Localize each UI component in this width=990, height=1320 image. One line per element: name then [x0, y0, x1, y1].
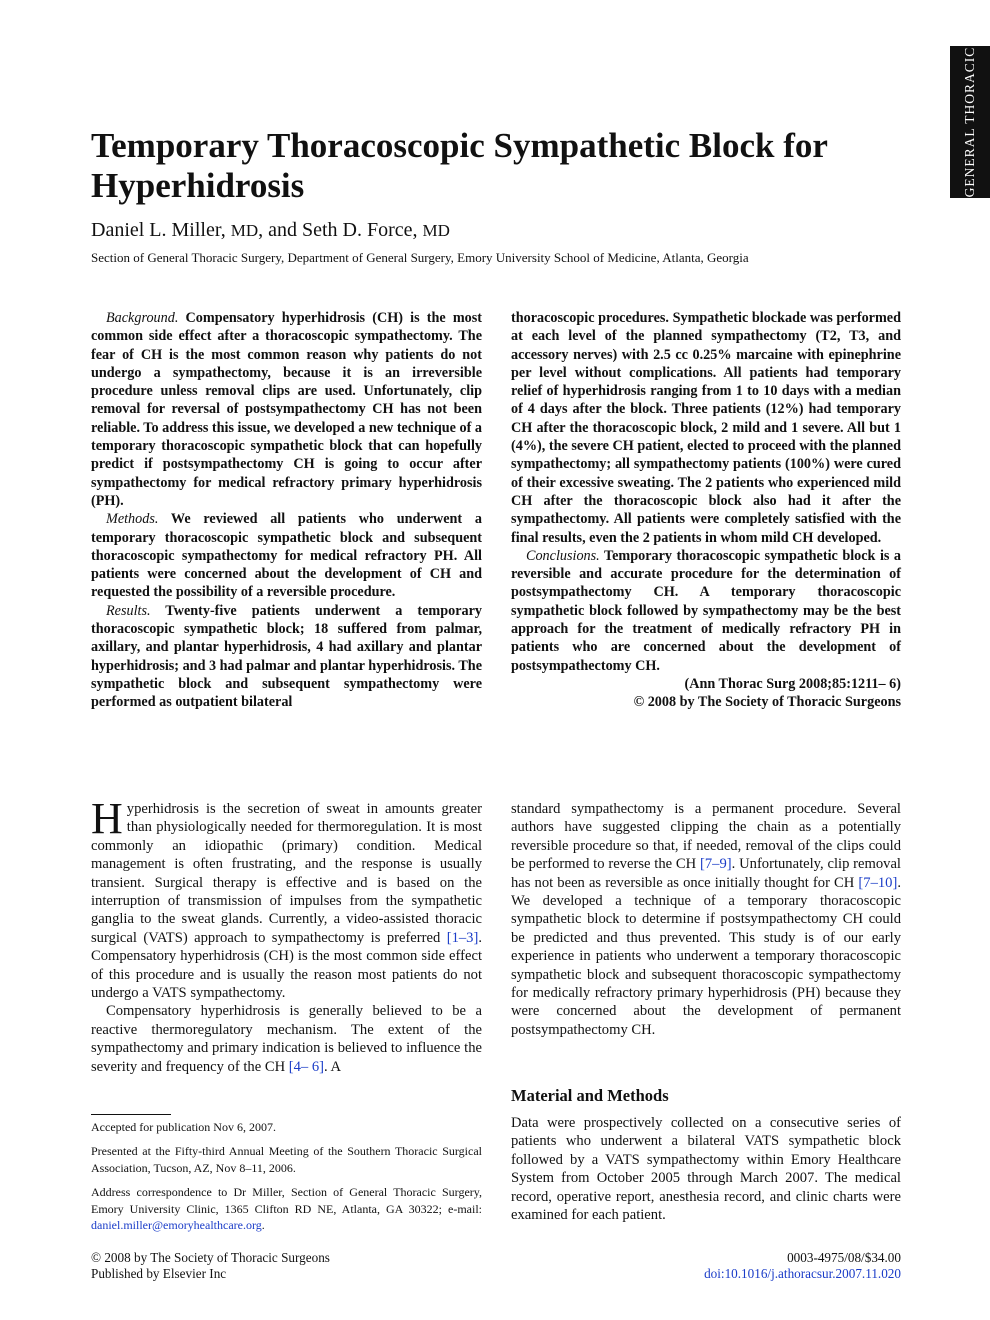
results-label: Results.	[106, 602, 151, 619]
intro-paragraph-1	[91, 794, 482, 1002]
author-list	[91, 216, 450, 245]
footnote-address-text: Address correspondence to Dr Miller, Section of General Thoracic Surgery, Emory University Clinic, 1365 Clifton RD NE, Atlanta, GA 30322; e-mail:	[91, 1185, 482, 1216]
intro-p2-text-b: . A	[324, 1058, 342, 1075]
article-title: Temporary Thoracoscopic Sympathetic Block for Hyperhidrosis	[91, 126, 828, 205]
intro-p1-text-b: . Compensatory hyperhidrosis (CH) is the most common side effect of this procedure and is usually the reason most patients do not undergo a VATS sympathectomy.	[91, 929, 482, 1002]
author-2-degree: MD	[422, 221, 450, 240]
intro-paragraph-2-continued	[511, 800, 901, 1039]
email-link[interactable]: daniel.miller@emoryhealthcare.org	[91, 1218, 262, 1233]
reference-link-7-10[interactable]: [7–10]	[858, 874, 898, 891]
abstract-results-continued: thoracoscopic procedures. Sympathetic blockade was performed at each level of the planned sympathectomy (T2, T3, and accessory nerves) with 2.5 cc 0.25% marcaine with epinephrine per level without complications. All patients had temporary relief of hyperhidrosis ranging from 1 to 10 days with a median of 4 days after the block. Three patients (12%) had temporary CH after the thoracoscopic block, 2 mild and 1 severe. All but 1 (4%), the severe CH patient, elected to proceed with the planned sympathectomy; all sympathectomy patients (100%) were cured of their excessive sweating. The 2 patients who experienced mild CH after the thoracoscopic block also had it after the sympathectomy. All patients were completely satisfied with the final results, even the 2 patients in whom mild CH developed.	[511, 310, 901, 546]
methods-column	[511, 1114, 901, 1224]
footnotes	[91, 1119, 482, 1241]
author-joiner: , and Seth D. Force,	[258, 219, 418, 241]
abstract-methods	[91, 510, 482, 601]
publisher-name: Published by Elsevier Inc	[91, 1266, 227, 1281]
footnote-presented: Presented at the Fifty-third Annual Meeting of the Southern Thoracic Surgical Association, Tucson, AZ, Nov 8–11, 2006.	[91, 1144, 482, 1175]
affiliation: Section of General Thoracic Surgery, Department of General Surgery, Emory University School of Medicine, Atlanta, Georgia	[91, 250, 749, 265]
section-side-tab	[950, 46, 990, 198]
doi-link[interactable]: doi:10.1016/j.athoracsur.2007.11.020	[704, 1266, 901, 1281]
conclusions-text: Temporary thoracoscopic sympathetic block is a reversible and accurate procedure for the determination of postsympathectomy CH. A temporary thoracoscopic sympathetic block followed by sympathectomy may be the best approach for the treatment of medically refractory PH in patients who are concerned about the development of postsympathectomy CH.	[511, 547, 901, 674]
footnote-address-end: .	[261, 1218, 265, 1233]
publisher-left	[91, 1250, 330, 1282]
methods-label: Methods.	[106, 511, 159, 528]
background-label: Background.	[106, 310, 179, 326]
side-tab-label: GENERAL THORACIC	[962, 46, 977, 198]
footnote-accepted: Accepted for publication Nov 6, 2007.	[91, 1120, 276, 1134]
abstract-column-left	[91, 309, 482, 712]
reference-link-7-9[interactable]: [7–9]	[700, 856, 732, 873]
methods-text: We reviewed all patients who underwent a temporary thoracoscopic sympathetic block and subsequent thoracoscopic sympathectomy for medical refractory PH. All patients were concerned about the development of CH and requested the possibility of a reversible procedure.	[91, 511, 482, 601]
intro-p2-text-a: Compensatory hyperhidrosis is generally believed to be a reactive thermoregulatory mechanism. The extent of the sympathectomy and primary indication is believed to influence the severity and frequency of the CH	[91, 1003, 482, 1075]
body-column-left	[91, 794, 482, 1076]
intro-p2-text-d: . Unfortunately, clip removal has not been as reversible as once initially thought for CH	[511, 856, 901, 891]
author-1-degree: MD	[230, 221, 259, 240]
intro-paragraph-2	[91, 1002, 482, 1076]
footnote-rule	[91, 1114, 171, 1115]
publisher-copyright: © 2008 by The Society of Thoracic Surgeons	[91, 1250, 330, 1265]
drop-cap: H	[91, 794, 123, 843]
abstract-conclusions	[511, 547, 901, 675]
conclusions-label: Conclusions.	[526, 547, 600, 564]
abstract-background	[91, 309, 482, 510]
body-column-right	[511, 800, 901, 1039]
background-text: Compensatory hyperhidrosis (CH) is the most common side effect after a thoracoscopic sympathectomy. The fear of CH is the most common reason why patients do not undergo a sympathectomy, because it is an irreversible procedure unless removal clips are used. Unfortunately, clip removal for reversal of postsympathectomy CH has not been reliable. To address this issue, we developed a new technique of a temporary thoracoscopic sympathetic block that can hopefully predict if postsympathectomy CH is going to occur after sympathectomy for medical refractory primary hyperhidrosis (PH).	[91, 310, 482, 509]
intro-p1-text-a: yperhidrosis is the secretion of sweat in amounts greater than physiologically needed for thermoregulation. It is most commonly an idiopathic (primary) condition. Medical management is often frustrating, and the response is usually transient. Surgical therapy is effective and is based on the interruption of transmission of impulses from the sympathetic ganglia to the sweat glands. Currently, a video-assisted thoracic surgical (VATS) approach to sympathectomy is preferred	[91, 801, 482, 946]
methods-paragraph: Data were prospectively collected on a consecutive series of patients who underwent a bilateral VATS sympathetic block followed by a VATS sympathectomy within Emory Healthcare System from October 2005 through March 2007. The medical record, operative report, anesthesia record, and clinic charts were examined for each patient.	[511, 1115, 901, 1224]
reference-link-4-6[interactable]: [4– 6]	[288, 1058, 325, 1075]
abstract-results	[91, 602, 482, 712]
reference-link-1-3[interactable]: [1–3]	[446, 929, 479, 946]
footnote-address	[91, 1184, 482, 1233]
section-heading-methods: Material and Methods	[511, 1086, 669, 1105]
abstract-copyright: © 2008 by The Society of Thoracic Surgeons	[633, 694, 901, 711]
issn-price: 0003-4975/08/$34.00	[787, 1250, 901, 1265]
results-text: Twenty-five patients underwent a temporary thoracoscopic sympathetic block; 18 suffered from palmar, axillary, and plantar hyperhidrosis, 4 had axillary and plantar hyperhidrosis; and 3 had palmar and plantar hyperhidrosis. The sympathetic block and subsequent sympathectomy were performed as outpatient bilateral	[91, 602, 482, 711]
intro-p2-text-e: . We developed a technique of a temporary thoracoscopic sympathetic block to determine if postsympathectomy CH could be predicted and thus prevented. This study is of our early experience in patients who underwent a temporary thoracoscopic sympathetic block and subsequent thoracoscopic sympathectomy for medically refractory primary hyperhidrosis (PH) because they were concerned about the development of permanent postsympathectomy CH.	[511, 874, 901, 1038]
publisher-right	[600, 1250, 901, 1282]
author-1: Daniel L. Miller,	[91, 219, 226, 241]
abstract-column-right	[511, 309, 901, 712]
intro-p2-text-c: standard sympathectomy is a permanent procedure. Several authors have suggested clipping the chain as a potentially reversible procedure so that, if needed, removal of the clips could be performed to reverse the CH	[511, 801, 901, 873]
abstract-citation: (Ann Thorac Surg 2008;85:1211– 6)	[684, 675, 901, 692]
